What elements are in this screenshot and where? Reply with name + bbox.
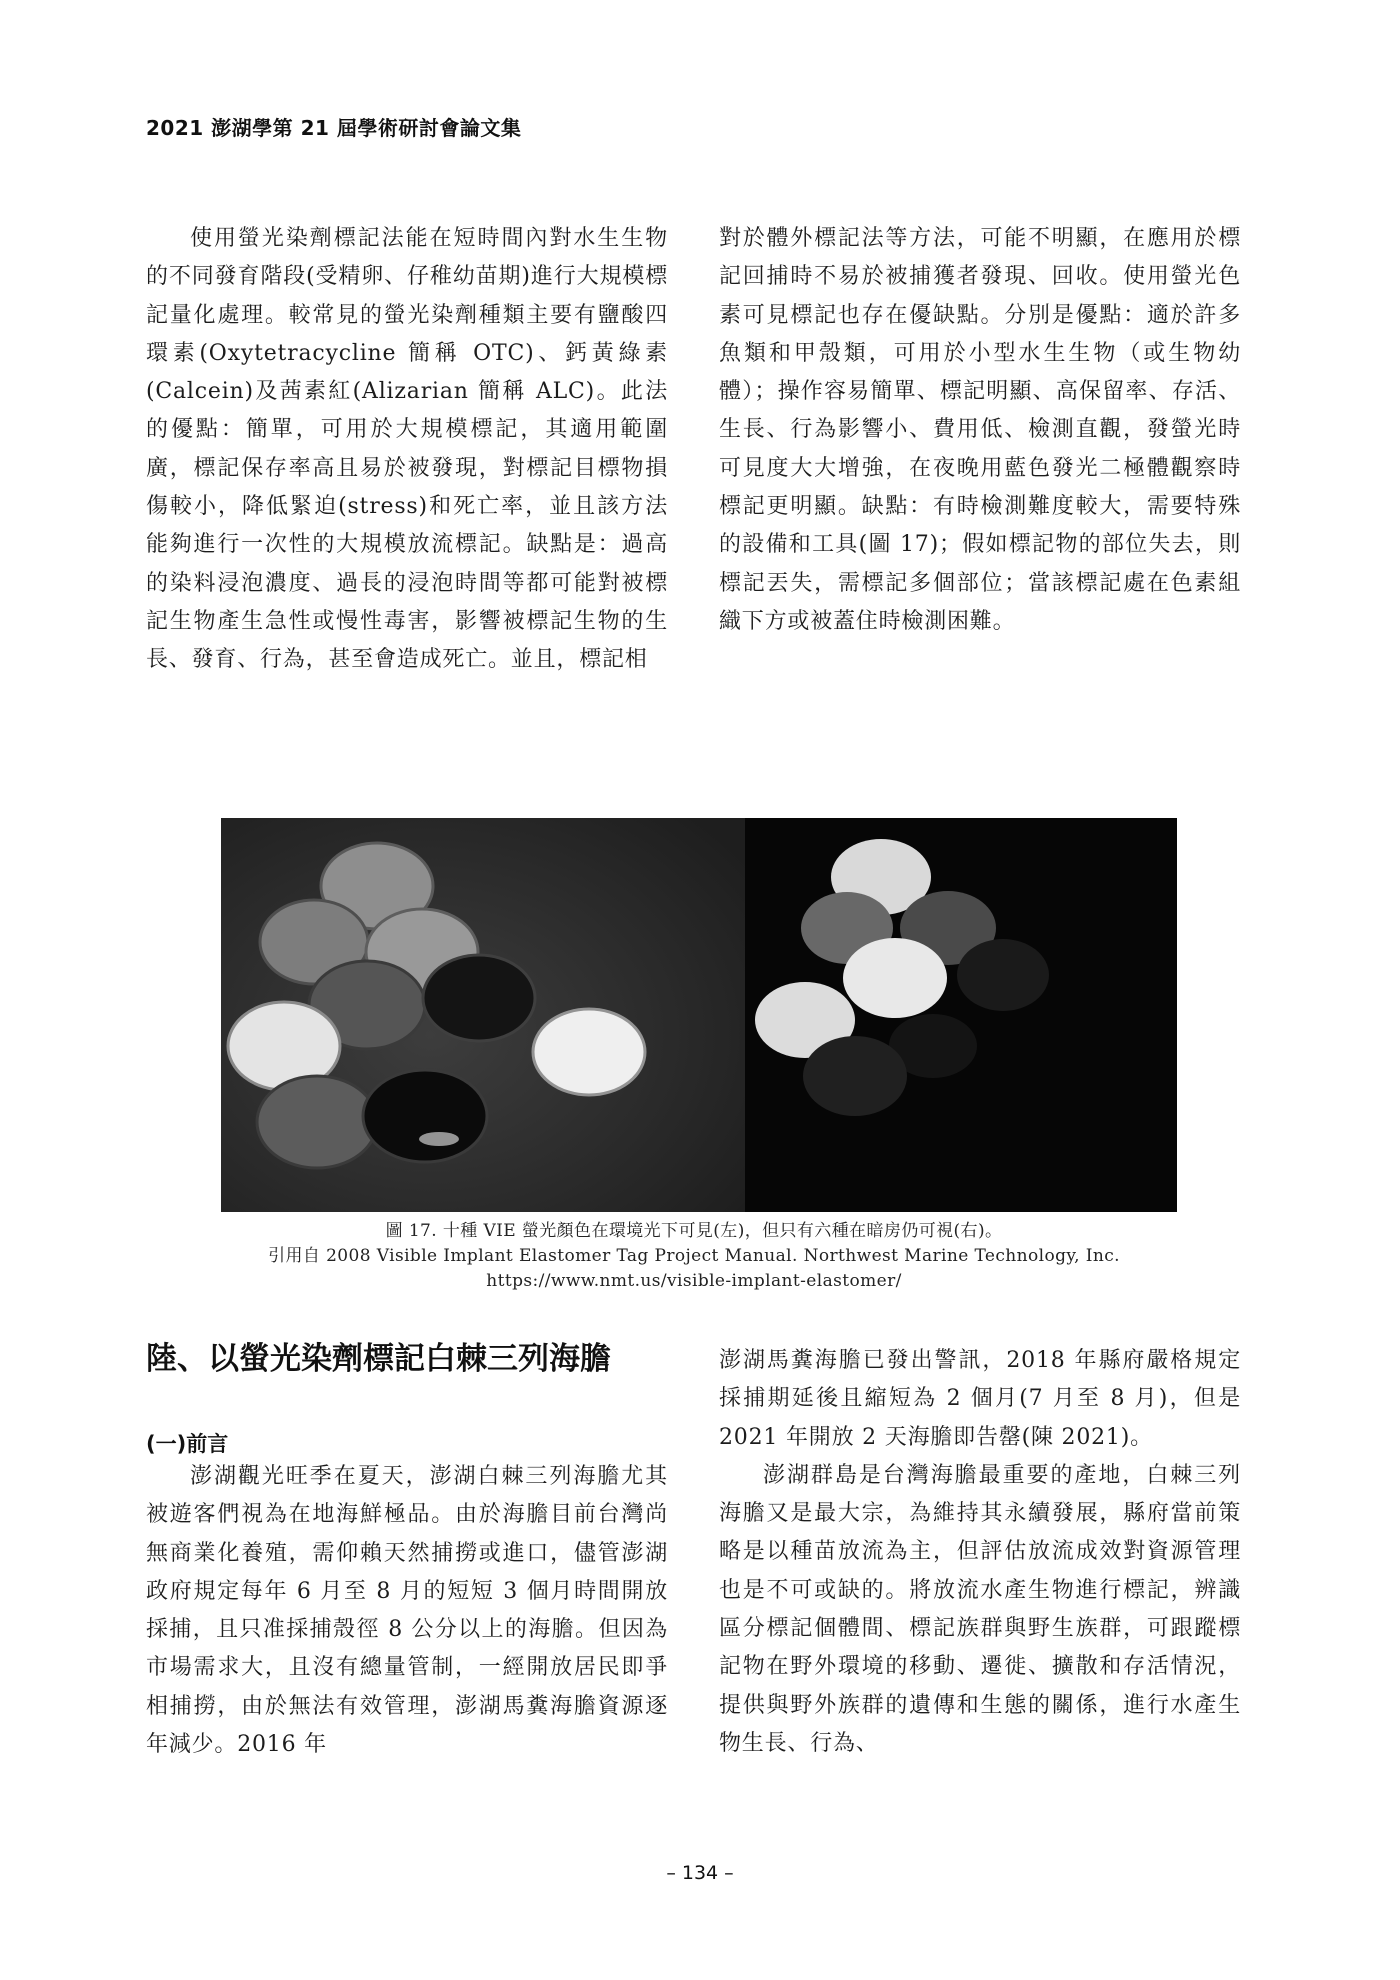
section-heading: 陸、以螢光染劑標記白棘三列海膽 [146, 1341, 611, 1377]
bottom-right-paragraph-2: 澎湖群島是台灣海膽最重要的產地，白棘三列海膽又是最大宗，為維持其永續發展，縣府當前策略是以種苗放流為主，但評估放流成效對資源管理也是不可或缺的。將放流水產生物進行標記，辨識區分標記個體間、標記族群與野生族群，可跟蹤標記物在野外環境的移動、遷徙、擴散和存活情況，提供與野外族群的遺傳和生態的關係，進行水產生物生長、行為、 [719, 1462, 1241, 1756]
figure-17-photo [221, 818, 1177, 1212]
caption-line-2: 引用自 2008 Visible Implant Elastomer Tag Project Manual. Northwest Marine Technology, Inc. [268, 1246, 1120, 1266]
top-left-paragraph: 使用螢光染劑標記法能在短時間內對水生生物的不同發育階段(受精卵、仔稚幼苗期)進行大規模標記量化處理。較常見的螢光染劑種類主要有鹽酸四環素(Oxytetracycline 簡稱 OTC)、鈣黃綠素(Calcein)及茜素紅(Alizarian 簡稱 ALC)。此法的優點：簡單，可用於大規模標記，其適用範圍廣，標記保存率高且易於被發現，對標記目標物損傷較小，降低緊迫(stress)和死亡率，並且該方法能夠進行一次性的大規模放流標記。缺點是：過高的染料浸泡濃度、過長的浸泡時間等都可能對被標記生物產生急性或慢性毒害，影響被標記生物的生長、發育、行為，甚至會造成死亡。並且，標記相 [146, 226, 668, 673]
subsection-heading: (一)前言 [146, 1432, 229, 1456]
figure-caption [146, 1219, 1242, 1294]
top-right-paragraph: 對於體外標記法等方法，可能不明顯，在應用於標記回捕時不易於被捕獲者發現、回收。使用螢光色素可見標記也存在優缺點。分別是優點：適於許多魚類和甲殼類，可用於小型水生生物（或生物幼體）；操作容易簡單、標記明顯、高保留率、存活、生長、行為影響小、費用低、檢測直觀，發螢光時可見度大大增強，在夜晚用藍色發光二極體觀察時標記更明顯。缺點：有時檢測難度較大，需要特殊的設備和工具(圖 17)；假如標記物的部位失去，則標記丟失，需標記多個部位；當該標記處在色素組織下方或被蓋住時檢測困難。 [719, 226, 1241, 634]
page-number: – 134 – [666, 1862, 734, 1884]
top-left-column [146, 220, 668, 680]
bottom-left-column [146, 1458, 668, 1764]
top-right-column [719, 220, 1241, 641]
caption-line-1: 圖 17. 十種 VIE 螢光顏色在環境光下可見(左)，但只有六種在暗房仍可視(右)。 [385, 1221, 1003, 1241]
bottom-left-paragraph: 澎湖觀光旺季在夏天，澎湖白棘三列海膽尤其被遊客們視為在地海鮮極品。由於海膽目前台灣尚無商業化養殖，需仰賴天然捕撈或進口，儘管澎湖政府規定每年 6 月至 8 月的短短 3 個月時間開放採捕，且只准採捕殼徑 8 公分以上的海膽。但因為市場需求大，且沒有總量管制，一經開放居民即爭相捕撈，由於無法有效管理，澎湖馬糞海膽資源逐年減少。2016 年 [146, 1464, 668, 1758]
bottom-right-column [719, 1342, 1241, 1763]
running-header: 2021 澎湖學第 21 屆學術研討會論文集 [146, 116, 522, 140]
caption-line-3: https://www.nmt.us/visible-implant-elastomer/ [486, 1271, 902, 1291]
bottom-right-paragraph-1: 澎湖馬糞海膽已發出警訊，2018 年縣府嚴格規定採捕期延後且縮短為 2 個月(7 月至 8 月)，但是 2021 年開放 2 天海膽即告罄(陳 2021)。 [719, 1348, 1241, 1450]
vie-color-samples-photo [221, 818, 1177, 1212]
